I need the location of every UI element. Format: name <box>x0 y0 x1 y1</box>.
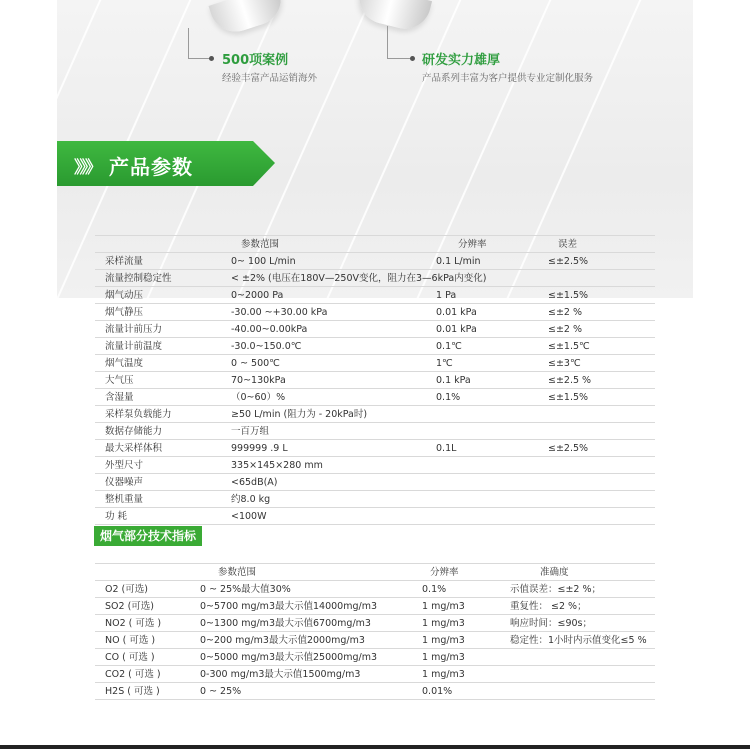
table-header: 准确度 <box>500 564 655 581</box>
table-cell: 70~130kPa <box>221 372 426 389</box>
table-cell: 约8.0 kg <box>221 491 426 508</box>
table-cell: 采样流量 <box>95 253 221 270</box>
table-row <box>95 491 655 508</box>
table-cell: 整机重量 <box>95 491 221 508</box>
table-row <box>95 440 655 457</box>
gas-section-title: 烟气部分技术指标 <box>94 526 202 546</box>
table-cell: ≤±1.5℃ <box>538 338 655 355</box>
table-cell: 流量计前压力 <box>95 321 221 338</box>
table-cell <box>426 491 538 508</box>
table-cell: 0~5000 mg/m3最大示值25000mg/m3 <box>190 649 412 666</box>
table-row <box>95 406 655 423</box>
table-cell <box>538 508 655 525</box>
feature-title-2: 研发实力雄厚 <box>422 53 501 68</box>
table-cell: 1 mg/m3 <box>412 598 500 615</box>
table-cell: O2 (可选) <box>95 581 190 598</box>
table-cell <box>538 423 655 440</box>
table-cell: ≤±1.5% <box>538 287 655 304</box>
table-cell: <65dB(A) <box>221 474 426 491</box>
table-header-row <box>95 236 655 253</box>
feature-subtitle-1: 经验丰富产品运销海外 <box>222 73 318 84</box>
table-cell: 0.1 kPa <box>426 372 538 389</box>
table-cell <box>426 508 538 525</box>
table-header <box>95 564 190 581</box>
table-cell: 0~ 100 L/min <box>221 253 426 270</box>
table-cell <box>538 457 655 474</box>
table-cell: 响应时间：≤90s； <box>500 615 655 632</box>
table-cell: 0-300 mg/m3最大示值1500mg/m3 <box>190 666 412 683</box>
table-cell: NO2 ( 可选 ) <box>95 615 190 632</box>
table-cell: 1 Pa <box>426 287 538 304</box>
table-cell: 重复性： ≤2 %； <box>500 598 655 615</box>
table-cell: 烟气温度 <box>95 355 221 372</box>
table-row <box>95 632 655 649</box>
table-cell: 稳定性：1小时内示值变化≤5 % <box>500 632 655 649</box>
table-cell: SO2 (可选) <box>95 598 190 615</box>
table-cell: 最大采样体积 <box>95 440 221 457</box>
table-cell: ≤±2.5% <box>538 253 655 270</box>
table-header: 误差 <box>538 236 655 253</box>
params-table <box>95 235 655 525</box>
table-cell: H2S ( 可选 ) <box>95 683 190 700</box>
table-cell: 335×145×280 mm <box>221 457 426 474</box>
table-cell: 1℃ <box>426 355 538 372</box>
table-cell: CO ( 可选 ) <box>95 649 190 666</box>
product-image-left <box>209 0 288 38</box>
table-row <box>95 389 655 406</box>
table-cell: -30.00 ~+30.00 kPa <box>221 304 426 321</box>
table-header-row <box>95 564 655 581</box>
table-row <box>95 287 655 304</box>
table-row <box>95 304 655 321</box>
table-cell: 0 ~ 25% <box>190 683 412 700</box>
table-cell: ≥50 L/min (阻力为 - 20kPa时) <box>221 406 655 423</box>
table-row <box>95 372 655 389</box>
table-cell: 外型尺寸 <box>95 457 221 474</box>
table-cell: -40.00~0.00kPa <box>221 321 426 338</box>
table-row <box>95 508 655 525</box>
table-cell <box>500 649 655 666</box>
table-cell: 0.01 kPa <box>426 304 538 321</box>
table-header: 分辨率 <box>412 564 500 581</box>
table-cell: 烟气动压 <box>95 287 221 304</box>
table-cell: -30.0~150.0℃ <box>221 338 426 355</box>
table-cell: 0.1L <box>426 440 538 457</box>
table-cell: 0 ~ 25%最大值30% <box>190 581 412 598</box>
table-cell: 一百万组 <box>221 423 426 440</box>
table-cell: 0.01% <box>412 683 500 700</box>
table-cell: 仪器噪声 <box>95 474 221 491</box>
table-cell: 1 mg/m3 <box>412 666 500 683</box>
feature-title-1: 500项案例 <box>222 53 289 68</box>
table-row <box>95 683 655 700</box>
table-cell: 大气压 <box>95 372 221 389</box>
table-cell <box>500 683 655 700</box>
banner-title: 产品参数 <box>109 155 193 179</box>
table-cell: 0.1 L/min <box>426 253 538 270</box>
table-cell: 流量计前温度 <box>95 338 221 355</box>
table-cell: 0~5700 mg/m3最大示值14000mg/m3 <box>190 598 412 615</box>
table-cell <box>426 457 538 474</box>
table-cell <box>538 474 655 491</box>
table-row <box>95 581 655 598</box>
page-bottom-border <box>0 745 750 749</box>
table-cell: ≤±1.5% <box>538 389 655 406</box>
table-row <box>95 338 655 355</box>
table-cell <box>426 423 538 440</box>
table-cell: 0.1% <box>426 389 538 406</box>
table-row <box>95 457 655 474</box>
table-row <box>95 423 655 440</box>
table-cell: 1 mg/m3 <box>412 632 500 649</box>
table-cell: 1 mg/m3 <box>412 615 500 632</box>
table-cell: 0.01 kPa <box>426 321 538 338</box>
table-cell: 含湿量 <box>95 389 221 406</box>
table-row <box>95 253 655 270</box>
table-cell: 烟气静压 <box>95 304 221 321</box>
table-cell: 0.1% <box>412 581 500 598</box>
table-cell: 数据存储能力 <box>95 423 221 440</box>
table-row <box>95 598 655 615</box>
feature-connector-1 <box>188 28 211 59</box>
table-cell: ≤±2 % <box>538 304 655 321</box>
table-cell: ≤±2.5% <box>538 440 655 457</box>
table-header: 分辨率 <box>426 236 538 253</box>
table-row <box>95 474 655 491</box>
table-cell: 999999 .9 L <box>221 440 426 457</box>
table-row <box>95 321 655 338</box>
table-cell <box>426 474 538 491</box>
table-row <box>95 615 655 632</box>
table-row <box>95 355 655 372</box>
chevrons-icon: 》》》 <box>74 158 99 178</box>
table-cell: 0 ~ 500℃ <box>221 355 426 372</box>
feature-connector-2 <box>387 26 412 59</box>
table-header: 参数范围 <box>221 236 426 253</box>
table-cell: 流量控制稳定性 <box>95 270 221 287</box>
table-cell: ≤±2 % <box>538 321 655 338</box>
table-header <box>95 236 221 253</box>
table-cell: 0~2000 Pa <box>221 287 426 304</box>
table-cell: （0~60）% <box>221 389 426 406</box>
table-cell: 1 mg/m3 <box>412 649 500 666</box>
table-cell: 示值误差：≤±2 %； <box>500 581 655 598</box>
table-cell <box>538 491 655 508</box>
table-cell: <100W <box>221 508 426 525</box>
table-cell: 0.1℃ <box>426 338 538 355</box>
table-cell: 采样泵负载能力 <box>95 406 221 423</box>
table-row <box>95 666 655 683</box>
section-banner-product-params <box>57 141 275 186</box>
gas-table <box>95 563 655 700</box>
table-cell: 0~200 mg/m3最大示值2000mg/m3 <box>190 632 412 649</box>
table-cell: ≤±3℃ <box>538 355 655 372</box>
table-cell: ≤±2.5 % <box>538 372 655 389</box>
table-header: 参数范围 <box>190 564 412 581</box>
table-cell: 0~1300 mg/m3最大示值6700mg/m3 <box>190 615 412 632</box>
feature-subtitle-2: 产品系列丰富为客户提供专业定制化服务 <box>422 73 594 84</box>
table-cell: CO2 ( 可选 ) <box>95 666 190 683</box>
table-row <box>95 270 655 287</box>
table-row <box>95 649 655 666</box>
table-cell: 功 耗 <box>95 508 221 525</box>
table-cell <box>500 666 655 683</box>
table-cell: NO ( 可选 ) <box>95 632 190 649</box>
table-cell: < ±2% (电压在180V—250V变化，阻力在3—6kPa内变化) <box>221 270 655 287</box>
